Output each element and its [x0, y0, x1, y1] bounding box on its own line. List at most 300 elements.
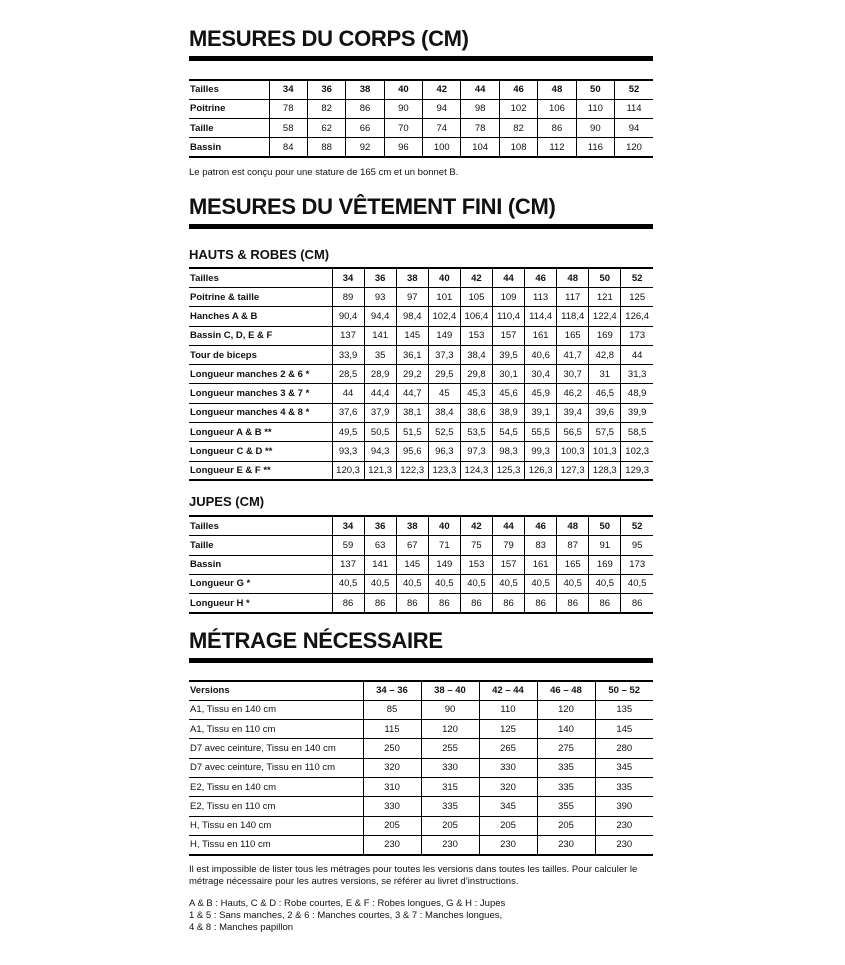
table-row [189, 594, 653, 613]
table-cell: 102,3 [621, 442, 653, 461]
table-cell: 58 [269, 119, 307, 138]
table-cell: 129,3 [621, 461, 653, 480]
table-cell: 40,5 [460, 574, 492, 593]
table-cell: 29,5 [428, 365, 460, 384]
column-header: 40 [428, 268, 460, 287]
table-row [189, 777, 653, 796]
table-cell: 56,5 [557, 423, 589, 442]
table-row [189, 835, 653, 854]
table-cell: 40,5 [332, 574, 364, 593]
table-cell: 280 [595, 739, 653, 758]
table-cell: 90 [384, 99, 422, 118]
table-row [189, 138, 653, 157]
table-row [189, 536, 653, 555]
table-header-row [189, 80, 653, 99]
table-cell: 39,5 [492, 345, 524, 364]
column-header: 44 [492, 268, 524, 287]
table-cell: 44,7 [396, 384, 428, 403]
table-cell: 74 [423, 119, 461, 138]
table-cell: 40,5 [525, 574, 557, 593]
table-cell: 122,3 [396, 461, 428, 480]
table-cell: 86 [460, 594, 492, 613]
table-cell: 105 [460, 287, 492, 306]
table-cell: 86 [525, 594, 557, 613]
table-cell: 90 [576, 119, 614, 138]
table-cell: 31 [589, 365, 621, 384]
table-cell: 335 [537, 758, 595, 777]
table-cell: 250 [363, 739, 421, 758]
table-cell: 108 [499, 138, 537, 157]
column-header: 48 [557, 516, 589, 535]
table-cell: 118,4 [557, 307, 589, 326]
table-cell: 78 [461, 119, 499, 138]
table-cell: 126,4 [621, 307, 653, 326]
row-label: Poitrine [189, 99, 269, 118]
table-row [189, 555, 653, 574]
table-cell: 30,1 [492, 365, 524, 384]
table-cell: 67 [396, 536, 428, 555]
table-cell: 173 [621, 326, 653, 345]
table-row [189, 816, 653, 835]
table-cell: 86 [589, 594, 621, 613]
body-measurements-section [189, 26, 653, 179]
size-chart-sheet [189, 26, 653, 934]
finished-measurements-section [189, 194, 653, 614]
column-header: 48 [557, 268, 589, 287]
table-cell: 86 [557, 594, 589, 613]
column-header: 52 [621, 268, 653, 287]
table-cell: 93,3 [332, 442, 364, 461]
table-cell: 335 [595, 777, 653, 796]
table-cell: 44,4 [364, 384, 396, 403]
table-cell: 230 [479, 835, 537, 854]
column-header: 46 [525, 516, 557, 535]
column-header: 38 [396, 516, 428, 535]
table-cell: 165 [557, 326, 589, 345]
table-cell: 86 [492, 594, 524, 613]
column-header: 42 – 44 [479, 681, 537, 700]
row-label: Longueur manches 2 & 6 * [189, 365, 332, 384]
table-cell: 145 [396, 326, 428, 345]
table-cell: 345 [595, 758, 653, 777]
fabric-note: Il est impossible de lister tous les métrages pour toutes les versions dans toutes les tailles. Pour calculer le métrage nécessaire pour les autres versions, se référer au livret d’instructions. [189, 863, 638, 887]
table-cell: 93 [364, 287, 396, 306]
row-label: Tailles [189, 268, 332, 287]
row-label: Longueur manches 4 & 8 * [189, 403, 332, 422]
table-row [189, 700, 653, 719]
table-cell: 42,8 [589, 345, 621, 364]
table-row [189, 797, 653, 816]
table-cell: 83 [525, 536, 557, 555]
table-cell: 45,6 [492, 384, 524, 403]
table-cell: 84 [269, 138, 307, 157]
table-cell: 85 [363, 700, 421, 719]
table-cell: 145 [396, 555, 428, 574]
table-cell: 106,4 [460, 307, 492, 326]
row-label: Bassin C, D, E & F [189, 326, 332, 345]
table-cell: 82 [307, 99, 345, 118]
table-cell: 137 [332, 555, 364, 574]
column-header: 46 [499, 80, 537, 99]
table-cell: 230 [595, 816, 653, 835]
table-cell: 40,5 [557, 574, 589, 593]
column-header: 36 [364, 516, 396, 535]
table-row [189, 307, 653, 326]
table-cell: 115 [363, 720, 421, 739]
table-cell: 40,5 [621, 574, 653, 593]
table-cell: 97 [396, 287, 428, 306]
table-cell: 169 [589, 326, 621, 345]
table-cell: 106 [538, 99, 576, 118]
column-header: 38 [396, 268, 428, 287]
table-cell: 44 [621, 345, 653, 364]
subsection-title: JUPES (CM) [189, 494, 265, 510]
table-cell: 127,3 [557, 461, 589, 480]
table-cell: 98,4 [396, 307, 428, 326]
section-title: MESURES DU CORPS (CM) [189, 26, 469, 51]
table-cell: 46,2 [557, 384, 589, 403]
table-cell: 28,5 [332, 365, 364, 384]
table-cell: 100,3 [557, 442, 589, 461]
row-label: D7 avec ceinture, Tissu en 110 cm [189, 758, 363, 777]
tops-dresses-table [189, 267, 653, 481]
table-cell: 92 [346, 138, 384, 157]
table-cell: 153 [460, 555, 492, 574]
table-cell: 39,1 [525, 403, 557, 422]
table-cell: 86 [364, 594, 396, 613]
table-cell: 55,5 [525, 423, 557, 442]
column-header: 42 [423, 80, 461, 99]
table-cell: 49,5 [332, 423, 364, 442]
column-header: 38 – 40 [421, 681, 479, 700]
row-label: Tailles [189, 80, 269, 99]
table-cell: 37,6 [332, 403, 364, 422]
table-row [189, 442, 653, 461]
table-cell: 335 [537, 777, 595, 796]
table-cell: 230 [595, 835, 653, 854]
table-cell: 53,5 [460, 423, 492, 442]
table-cell: 120,3 [332, 461, 364, 480]
row-label: Poitrine & taille [189, 287, 332, 306]
row-label: Hanches A & B [189, 307, 332, 326]
title-rule [189, 224, 653, 229]
column-header: 50 – 52 [595, 681, 653, 700]
table-cell: 120 [537, 700, 595, 719]
table-cell: 137 [332, 326, 364, 345]
table-cell: 109 [492, 287, 524, 306]
table-cell: 79 [492, 536, 524, 555]
fabric-requirements-section [189, 628, 653, 934]
table-cell: 102,4 [428, 307, 460, 326]
table-cell: 125 [479, 720, 537, 739]
table-cell: 255 [421, 739, 479, 758]
table-cell: 114 [615, 99, 653, 118]
row-label: Longueur E & F ** [189, 461, 332, 480]
table-cell: 66 [346, 119, 384, 138]
column-header: 36 [307, 80, 345, 99]
table-cell: 38,9 [492, 403, 524, 422]
table-row [189, 99, 653, 118]
table-cell: 141 [364, 326, 396, 345]
table-cell: 35 [364, 345, 396, 364]
version-legend [189, 898, 653, 934]
table-header-row [189, 681, 653, 700]
table-cell: 38,1 [396, 403, 428, 422]
table-cell: 58,5 [621, 423, 653, 442]
column-header: 46 – 48 [537, 681, 595, 700]
table-cell: 125,3 [492, 461, 524, 480]
table-cell: 38,4 [428, 403, 460, 422]
row-label: Tour de biceps [189, 345, 332, 364]
table-cell: 30,4 [525, 365, 557, 384]
table-cell: 54,5 [492, 423, 524, 442]
section-title: MÉTRAGE NÉCESSAIRE [189, 627, 443, 653]
table-cell: 50,5 [364, 423, 396, 442]
table-cell: 122,4 [589, 307, 621, 326]
table-row [189, 345, 653, 364]
table-row [189, 423, 653, 442]
table-cell: 98,3 [492, 442, 524, 461]
table-row [189, 326, 653, 345]
table-cell: 63 [364, 536, 396, 555]
table-cell: 114,4 [525, 307, 557, 326]
table-cell: 31,3 [621, 365, 653, 384]
table-row [189, 574, 653, 593]
table-cell: 98 [461, 99, 499, 118]
table-cell: 205 [537, 816, 595, 835]
table-cell: 161 [525, 555, 557, 574]
table-cell: 330 [421, 758, 479, 777]
table-cell: 145 [595, 720, 653, 739]
table-cell: 123,3 [428, 461, 460, 480]
table-cell: 205 [421, 816, 479, 835]
table-cell: 70 [384, 119, 422, 138]
table-header-row [189, 516, 653, 535]
table-row [189, 365, 653, 384]
table-cell: 33,9 [332, 345, 364, 364]
table-cell: 39,6 [589, 403, 621, 422]
table-cell: 110 [479, 700, 537, 719]
table-cell: 38,6 [460, 403, 492, 422]
table-cell: 230 [363, 835, 421, 854]
table-cell: 96,3 [428, 442, 460, 461]
table-cell: 95,6 [396, 442, 428, 461]
table-cell: 230 [537, 835, 595, 854]
table-cell: 110 [576, 99, 614, 118]
table-cell: 30,7 [557, 365, 589, 384]
table-row [189, 119, 653, 138]
table-cell: 120 [421, 720, 479, 739]
table-cell: 320 [479, 777, 537, 796]
table-row [189, 461, 653, 480]
table-cell: 165 [557, 555, 589, 574]
table-cell: 101,3 [589, 442, 621, 461]
table-cell: 96 [384, 138, 422, 157]
table-cell: 117 [557, 287, 589, 306]
table-cell: 330 [479, 758, 537, 777]
column-header: 34 [269, 80, 307, 99]
table-cell: 330 [363, 797, 421, 816]
legend-line: 4 & 8 : Manches papillon [189, 921, 294, 933]
row-label: Longueur manches 3 & 7 * [189, 384, 332, 403]
column-header: 50 [589, 516, 621, 535]
table-cell: 94,3 [364, 442, 396, 461]
column-header: 38 [346, 80, 384, 99]
table-cell: 78 [269, 99, 307, 118]
table-cell: 125 [621, 287, 653, 306]
table-cell: 315 [421, 777, 479, 796]
table-cell: 310 [363, 777, 421, 796]
table-cell: 41,7 [557, 345, 589, 364]
table-cell: 90 [421, 700, 479, 719]
table-cell: 90,4 [332, 307, 364, 326]
table-cell: 99,3 [525, 442, 557, 461]
column-header: 52 [615, 80, 653, 99]
table-cell: 120 [615, 138, 653, 157]
table-cell: 46,5 [589, 384, 621, 403]
table-cell: 62 [307, 119, 345, 138]
column-header: 34 [332, 268, 364, 287]
table-cell: 86 [428, 594, 460, 613]
table-cell: 40,6 [525, 345, 557, 364]
table-cell: 29,2 [396, 365, 428, 384]
table-cell: 86 [332, 594, 364, 613]
table-cell: 39,4 [557, 403, 589, 422]
row-label: A1, Tissu en 140 cm [189, 700, 363, 719]
fabric-requirements-table [189, 680, 653, 856]
title-rule [189, 658, 653, 663]
column-header: 44 [461, 80, 499, 99]
row-label: Tailles [189, 516, 332, 535]
table-row [189, 739, 653, 758]
table-cell: 100 [423, 138, 461, 157]
table-cell: 149 [428, 555, 460, 574]
table-cell: 128,3 [589, 461, 621, 480]
row-label: Bassin [189, 555, 332, 574]
table-cell: 89 [332, 287, 364, 306]
table-cell: 141 [364, 555, 396, 574]
table-cell: 91 [589, 536, 621, 555]
column-header: 34 [332, 516, 364, 535]
table-cell: 110,4 [492, 307, 524, 326]
table-cell: 355 [537, 797, 595, 816]
row-label: E2, Tissu en 110 cm [189, 797, 363, 816]
body-measurements-table [189, 79, 653, 158]
row-label: H, Tissu en 140 cm [189, 816, 363, 835]
table-cell: 38,4 [460, 345, 492, 364]
table-cell: 97,3 [460, 442, 492, 461]
column-header: 44 [492, 516, 524, 535]
table-cell: 390 [595, 797, 653, 816]
table-cell: 126,3 [525, 461, 557, 480]
table-cell: 36,1 [396, 345, 428, 364]
skirts-table [189, 515, 653, 613]
column-header: 36 [364, 268, 396, 287]
table-row [189, 287, 653, 306]
table-cell: 205 [363, 816, 421, 835]
legend-line: A & B : Hauts, C & D : Robe courtes, E & F : Robes longues, G & H : Jupes [189, 897, 506, 909]
column-header: 42 [460, 268, 492, 287]
table-cell: 157 [492, 326, 524, 345]
table-cell: 230 [421, 835, 479, 854]
table-cell: 94 [615, 119, 653, 138]
subsection-title: HAUTS & ROBES (CM) [189, 247, 330, 263]
row-label: Longueur H * [189, 594, 332, 613]
table-cell: 44 [332, 384, 364, 403]
table-cell: 40,5 [428, 574, 460, 593]
table-cell: 75 [460, 536, 492, 555]
table-cell: 40,5 [589, 574, 621, 593]
table-cell: 149 [428, 326, 460, 345]
table-cell: 51,5 [396, 423, 428, 442]
table-cell: 28,9 [364, 365, 396, 384]
table-cell: 140 [537, 720, 595, 739]
section-title: MESURES DU VÊTEMENT FINI (CM) [189, 194, 556, 220]
table-cell: 86 [396, 594, 428, 613]
table-cell: 45 [428, 384, 460, 403]
column-header: 42 [460, 516, 492, 535]
table-cell: 82 [499, 119, 537, 138]
table-cell: 71 [428, 536, 460, 555]
table-cell: 335 [421, 797, 479, 816]
row-label: Longueur C & D ** [189, 442, 332, 461]
table-cell: 205 [479, 816, 537, 835]
table-cell: 29,8 [460, 365, 492, 384]
table-cell: 57,5 [589, 423, 621, 442]
table-cell: 86 [538, 119, 576, 138]
table-cell: 45,3 [460, 384, 492, 403]
row-label: D7 avec ceinture, Tissu en 140 cm [189, 739, 363, 758]
table-cell: 45,9 [525, 384, 557, 403]
table-cell: 320 [363, 758, 421, 777]
table-row [189, 384, 653, 403]
table-cell: 112 [538, 138, 576, 157]
row-label: E2, Tissu en 140 cm [189, 777, 363, 796]
table-cell: 104 [461, 138, 499, 157]
table-cell: 116 [576, 138, 614, 157]
table-cell: 95 [621, 536, 653, 555]
table-cell: 37,3 [428, 345, 460, 364]
table-row [189, 403, 653, 422]
row-label: A1, Tissu en 110 cm [189, 720, 363, 739]
column-header: 52 [621, 516, 653, 535]
table-cell: 173 [621, 555, 653, 574]
table-row [189, 758, 653, 777]
body-note: Le patron est conçu pour une stature de 165 cm et un bonnet B. [189, 167, 459, 179]
table-cell: 59 [332, 536, 364, 555]
table-cell: 135 [595, 700, 653, 719]
table-cell: 102 [499, 99, 537, 118]
table-cell: 169 [589, 555, 621, 574]
table-cell: 40,5 [492, 574, 524, 593]
row-label: Bassin [189, 138, 269, 157]
table-cell: 121,3 [364, 461, 396, 480]
column-header: 46 [525, 268, 557, 287]
table-cell: 153 [460, 326, 492, 345]
column-header: 34 – 36 [363, 681, 421, 700]
row-label: Longueur G * [189, 574, 332, 593]
column-header: 48 [538, 80, 576, 99]
table-cell: 94,4 [364, 307, 396, 326]
table-cell: 94 [423, 99, 461, 118]
column-header: 40 [428, 516, 460, 535]
table-cell: 86 [621, 594, 653, 613]
table-cell: 87 [557, 536, 589, 555]
table-cell: 40,5 [396, 574, 428, 593]
table-row [189, 720, 653, 739]
legend-line: 1 & 5 : Sans manches, 2 & 6 : Manches courtes, 3 & 7 : Manches longues, [189, 909, 503, 921]
table-cell: 265 [479, 739, 537, 758]
